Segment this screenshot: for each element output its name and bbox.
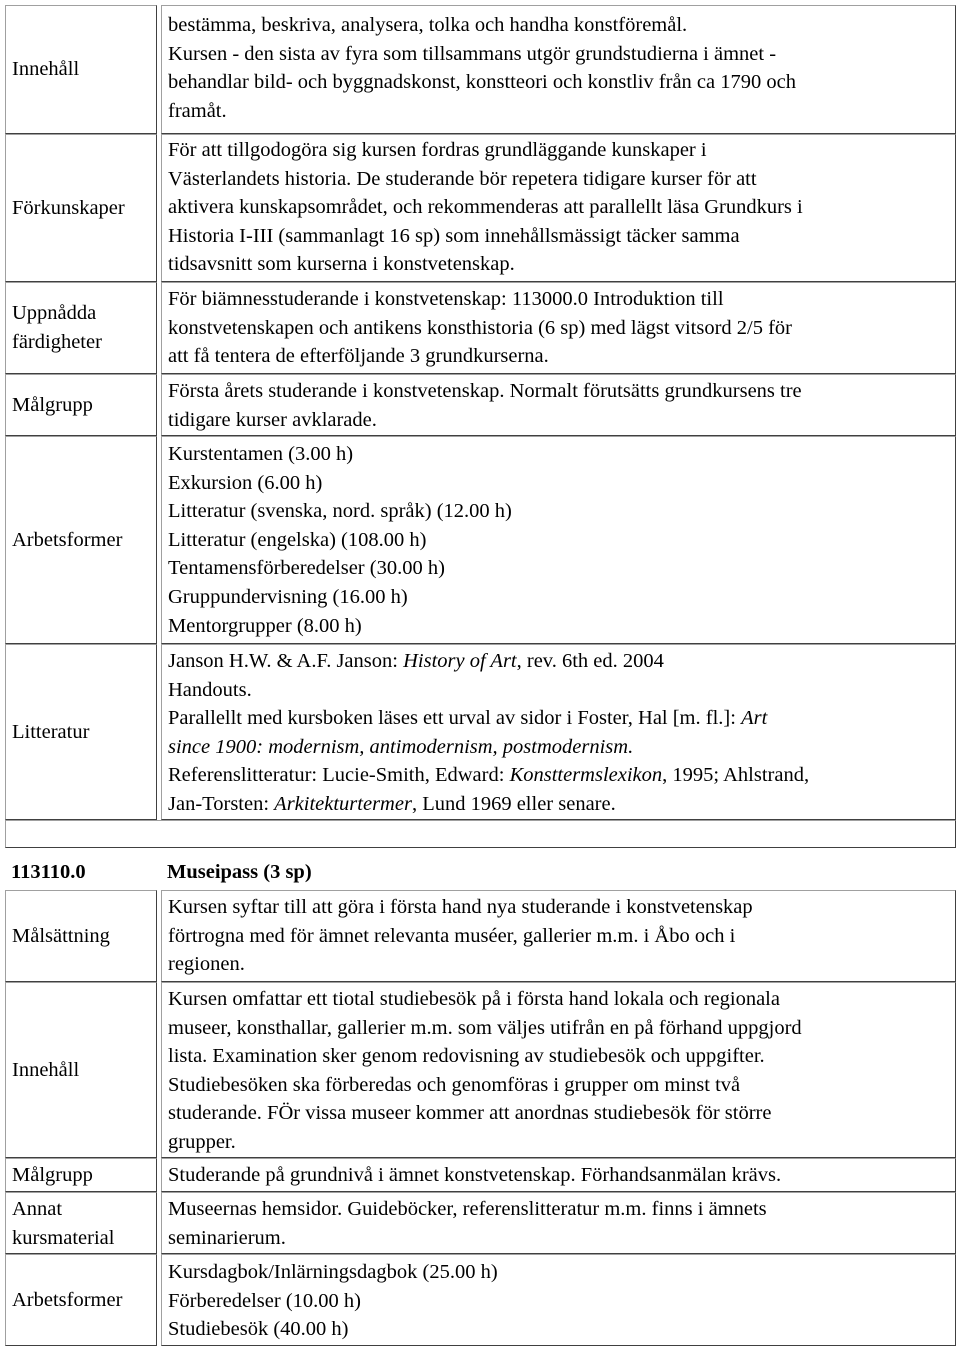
text-line: [168, 790, 951, 819]
value-litteratur: [161, 644, 956, 820]
row-malgrupp-2: [0, 1158, 960, 1192]
course-code-text: 113110.0: [11, 860, 86, 883]
label-annat: [5, 1192, 157, 1254]
label-innehall: [5, 5, 157, 134]
text-span: Parallellt med kursboken läses ett urval av sidor i Foster, Hal [m. fl.]:: [168, 707, 742, 730]
text-line: förtrogna med för ämnet relevanta muséer, gallerier m.m. i Åbo och i: [168, 924, 736, 947]
value-arbetsformer: [161, 436, 956, 644]
text-line: Studiebesöken ska förberedas och genomföras i grupper om minst två: [168, 1073, 741, 1096]
label-text: Uppnådda: [12, 302, 97, 324]
list-item: Studiebesök (40.00 h): [168, 1318, 349, 1341]
value-arbetsformer-2: [161, 1254, 956, 1346]
label-arbetsformer-2: [5, 1254, 157, 1346]
list-item: Kurstentamen (3.00 h): [168, 443, 354, 465]
text-line: museer, konsthallar, gallerier m.m. som väljes utifrån en på förhand uppgjord: [168, 1016, 802, 1039]
text-span: , rev. 6th ed. 2004: [516, 650, 664, 672]
label-malgrupp: [5, 374, 157, 436]
text-line: studerande. FÖr vissa museer kommer att anordnas studiebesök för större: [168, 1102, 772, 1125]
row-forkunskaper: [0, 134, 960, 282]
list-item: Mentorgrupper (8.00 h): [168, 614, 362, 637]
label-text: Innehåll: [12, 58, 80, 81]
empty-cell: [5, 820, 956, 848]
row-malgrupp: [0, 374, 960, 436]
course-code: [5, 856, 163, 888]
row-innehall: [0, 5, 960, 134]
label-forkunskaper: [5, 134, 157, 282]
text-line: lista. Examination sker genom redovisning av studiebesök och uppgifter.: [168, 1045, 765, 1068]
label-text: Arbetsformer: [12, 1288, 123, 1311]
text-line: [168, 704, 951, 733]
list-item: Förberedelser (10.00 h): [168, 1289, 361, 1312]
text-line: grupper.: [168, 1130, 236, 1153]
text-line: Kursen - den sista av fyra som tillsammans utgör grundstudierna i ämnet -: [168, 42, 777, 65]
value-malsattning: [161, 890, 956, 982]
text-line: Museernas hemsidor. Guideböcker, referenslitteratur m.m. finns i ämnets: [168, 1198, 767, 1220]
list-item: Tentamensförberedelser (30.00 h): [168, 557, 445, 580]
value-malgrupp-2: [161, 1158, 956, 1192]
text-span: Janson H.W. & A.F. Janson:: [168, 650, 404, 672]
book-title: since 1900: modernism, antimodernism, postmodernism.: [168, 735, 634, 758]
label-text: färdigheter: [12, 330, 102, 353]
text-line: att få tentera de efterföljande 3 grundkurserna.: [168, 345, 549, 368]
text-line: Kursen syftar till att göra i första hand nya studerande i konstvetenskap: [168, 896, 753, 918]
row-arbetsformer-2: [0, 1254, 960, 1346]
label-text: Litteratur: [12, 720, 90, 743]
label-text: Arbetsformer: [12, 528, 123, 551]
label-text: Målgrupp: [12, 393, 93, 416]
value-malgrupp: [161, 374, 956, 436]
text-line: framåt.: [168, 99, 227, 122]
text-span: , Lund 1969 eller senare.: [411, 792, 616, 815]
course-header-row: [0, 856, 960, 888]
text-line: Första årets studerande i konstvetenskap. Normalt förutsätts grundkursens tre: [168, 380, 802, 402]
label-text: Innehåll: [12, 1058, 80, 1081]
spacer-row: [0, 820, 960, 848]
label-text: Målsättning: [12, 924, 110, 947]
value-innehall-2: [161, 982, 956, 1158]
value-forkunskaper: [161, 134, 956, 282]
text-line: Handouts.: [168, 678, 252, 701]
row-uppnadda: [0, 282, 960, 374]
label-text: Målgrupp: [12, 1163, 93, 1186]
row-litteratur: [0, 644, 960, 820]
text-line: [168, 647, 951, 676]
list-item: Kursdagbok/Inlärningsdagbok (25.00 h): [168, 1261, 498, 1283]
row-annat: [0, 1192, 960, 1254]
text-line: Västerlandets historia. De studerande bör repetera tidigare kurser för att: [168, 167, 757, 190]
text-span: Jan-Torsten:: [168, 792, 275, 815]
label-text: kursmaterial: [12, 1226, 115, 1249]
row-arbetsformer: [0, 436, 960, 644]
list-item: Exkursion (6.00 h): [168, 471, 323, 494]
text-line: [168, 761, 951, 790]
text-line: tidsavsnitt som kurserna i konstvetenskap.: [168, 253, 515, 276]
row-malsattning: [0, 890, 960, 982]
label-uppnadda: [5, 282, 157, 374]
text-line: seminarierum.: [168, 1226, 286, 1249]
list-item: Litteratur (engelska) (108.00 h): [168, 528, 427, 551]
text-line: bestämma, beskriva, analysera, tolka och handha konstföremål.: [168, 14, 688, 36]
value-annat: [161, 1192, 956, 1254]
text-line: För biämnesstuderande i konstvetenskap: 113000.0 Introduktion till: [168, 288, 724, 310]
book-title: History of Art: [403, 650, 517, 672]
list-item: Litteratur (svenska, nord. språk) (12.00 h): [168, 500, 512, 523]
course-title: [161, 856, 960, 888]
book-title: Arkitekturtermer: [274, 792, 412, 815]
text-line: Historia I-III (sammanlagt 16 sp) som innehållsmässigt täcker samma: [168, 224, 740, 247]
label-malsattning: [5, 890, 157, 982]
text-line: konstvetenskapen och antikens konsthistoria (6 sp) med lägst vitsord 2/5 för: [168, 316, 793, 339]
label-litteratur: [5, 644, 157, 820]
text-line: regionen.: [168, 953, 245, 976]
value-uppnadda: [161, 282, 956, 374]
book-title: Konsttermslexikon: [509, 764, 663, 787]
text-line: behandlar bild- och byggnadskonst, konstteori och konstliv från ca 1790 och: [168, 71, 796, 94]
text-span: , 1995; Ahlstrand,: [662, 764, 810, 787]
value-innehall: [161, 5, 956, 134]
list-item: Gruppundervisning (16.00 h): [168, 585, 408, 608]
label-text: Annat: [12, 1198, 63, 1220]
text-line: tidigare kurser avklarade.: [168, 408, 377, 431]
label-malgrupp-2: [5, 1158, 157, 1192]
book-title: Art: [741, 707, 768, 730]
text-line: [168, 733, 951, 762]
row-innehall-2: [0, 982, 960, 1158]
text-line: Kursen omfattar ett tiotal studiebesök på i första hand lokala och regionala: [168, 988, 780, 1010]
course-title-text: Museipass (3 sp): [167, 860, 312, 883]
label-arbetsformer: [5, 436, 157, 644]
text-line: För att tillgodogöra sig kursen fordras grundläggande kunskaper i: [168, 139, 707, 161]
label-text: Förkunskaper: [12, 196, 125, 219]
text-line: aktivera kunskapsområdet, och rekommenderas att parallellt läsa Grundkurs i: [168, 196, 803, 219]
text-line: Studerande på grundnivå i ämnet konstvetenskap. Förhandsanmälan krävs.: [168, 1163, 782, 1186]
text-span: Referenslitteratur: Lucie-Smith, Edward:: [168, 764, 510, 787]
label-innehall-2: [5, 982, 157, 1158]
